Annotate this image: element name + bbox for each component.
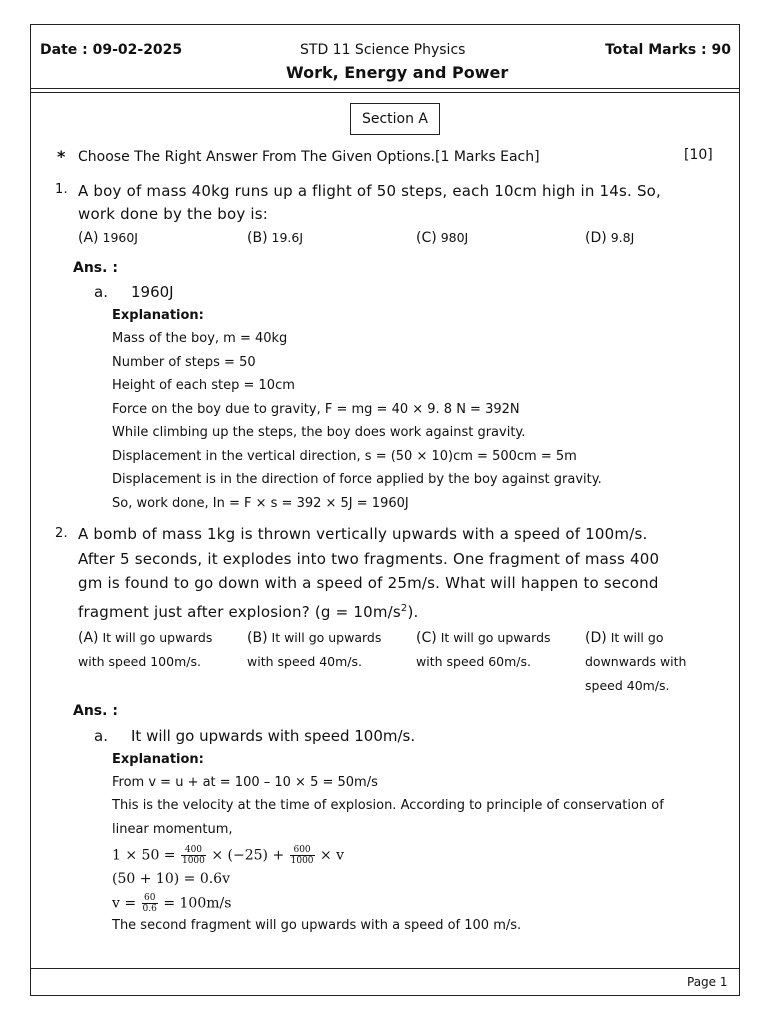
q1-number: 1. — [55, 182, 68, 197]
q2-number: 2. — [55, 526, 68, 541]
q1-explanation-line: So, work done, In = F × s = 392 × 5J = 1960J — [112, 496, 409, 511]
q2-text-line3: gm is found to go down with a speed of 25m/s. What will happen to second — [78, 574, 659, 592]
q1-option-c: (C) 980J — [416, 230, 469, 246]
q2-option-a: (A) It will go upwards with speed 100m/s. — [78, 630, 213, 669]
simplified-equation: (50 + 10) = 0.6v — [112, 871, 230, 887]
q1-explanation-line: Force on the boy due to gravity, F = mg = 40 × 9. 8 N = 392N — [112, 402, 520, 417]
exam-date: Date : 09-02-2025 — [40, 42, 183, 58]
q1-explanation-line: Height of each step = 10cm — [112, 378, 295, 393]
q1-text-line2: work done by the boy is: — [78, 205, 269, 223]
q1-option-b: (B) 19.6J — [247, 230, 304, 246]
q1-answer-letter: a. — [94, 283, 108, 301]
q1-option-a: (A) 1960J — [78, 230, 138, 246]
instruction-marks: [10] — [684, 147, 713, 163]
q2-text-line1: A bomb of mass 1kg is thrown vertically upwards with a speed of 100m/s. — [78, 525, 648, 543]
chapter-title: Work, Energy and Power — [286, 63, 509, 82]
page-number: Page 1 — [687, 975, 728, 989]
q2-answer-text: It will go upwards with speed 100m/s. — [131, 727, 416, 745]
exam-subject: STD 11 Science Physics — [300, 42, 466, 58]
q2-text-line2: After 5 seconds, it explodes into two fragments. One fragment of mass 400 — [78, 550, 660, 568]
q2-explanation-line: From v = u + at = 100 – 10 × 5 = 50m/s — [112, 775, 378, 790]
q2-explanation-title: Explanation: — [112, 752, 204, 767]
q2-explanation-line: This is the velocity at the time of explosion. According to principle of conservation of — [112, 798, 664, 813]
q1-explanation-line: While climbing up the steps, the boy does work against gravity. — [112, 425, 526, 440]
q2-option-c: (C) It will go upwards with speed 60m/s. — [416, 630, 551, 669]
q2-answer-label: Ans. : — [73, 703, 118, 719]
q1-answer-text: 1960J — [131, 283, 174, 301]
momentum-equation: 1 × 50 = $\frac{400}{1000}$ × (−25) + $\frac{600}{1000}$ × v — [112, 845, 345, 866]
q2-option-d: (D) It will go downwards with speed 40m/s. — [585, 630, 687, 693]
q1-explanation-line: Mass of the boy, m = 40kg — [112, 331, 288, 346]
instruction-text: Choose The Right Answer From The Given Options.[1 Marks Each] — [78, 149, 540, 165]
q2-text-line4: fragment just after explosion? $(g = 10m/s^2)$. — [78, 603, 419, 621]
section-title: Section A — [350, 103, 440, 135]
q1-explanation-line: Displacement in the vertical direction, s = (50 × 10)cm = 500cm = 5m — [112, 449, 577, 464]
total-marks: Total Marks : 90 — [605, 42, 731, 58]
footer-divider — [30, 968, 740, 969]
q1-answer-label: Ans. : — [73, 260, 118, 276]
q1-explanation-title: Explanation: — [112, 308, 204, 323]
header-divider-top — [30, 88, 740, 89]
q2-conclusion: The second fragment will go upwards with a speed of 100 m/s. — [112, 918, 522, 933]
instruction-bullet: * — [57, 147, 66, 166]
q1-option-d: (D) 9.8J — [585, 230, 635, 246]
q2-explanation-line: linear momentum, — [112, 822, 233, 837]
header-divider-bottom — [30, 92, 740, 93]
q1-text-line1: A boy of mass 40kg runs up a flight of 50 steps, each 10cm high in 14s. So, — [78, 182, 662, 200]
q2-option-b: (B) It will go upwards with speed 40m/s. — [247, 630, 382, 669]
velocity-equation: v = $\frac{60}{0.6}$ = 100m/s — [112, 893, 232, 914]
q1-explanation-line: Displacement is in the direction of force applied by the boy against gravity. — [112, 472, 602, 487]
q1-explanation-line: Number of steps = 50 — [112, 355, 256, 370]
q2-answer-letter: a. — [94, 727, 108, 745]
